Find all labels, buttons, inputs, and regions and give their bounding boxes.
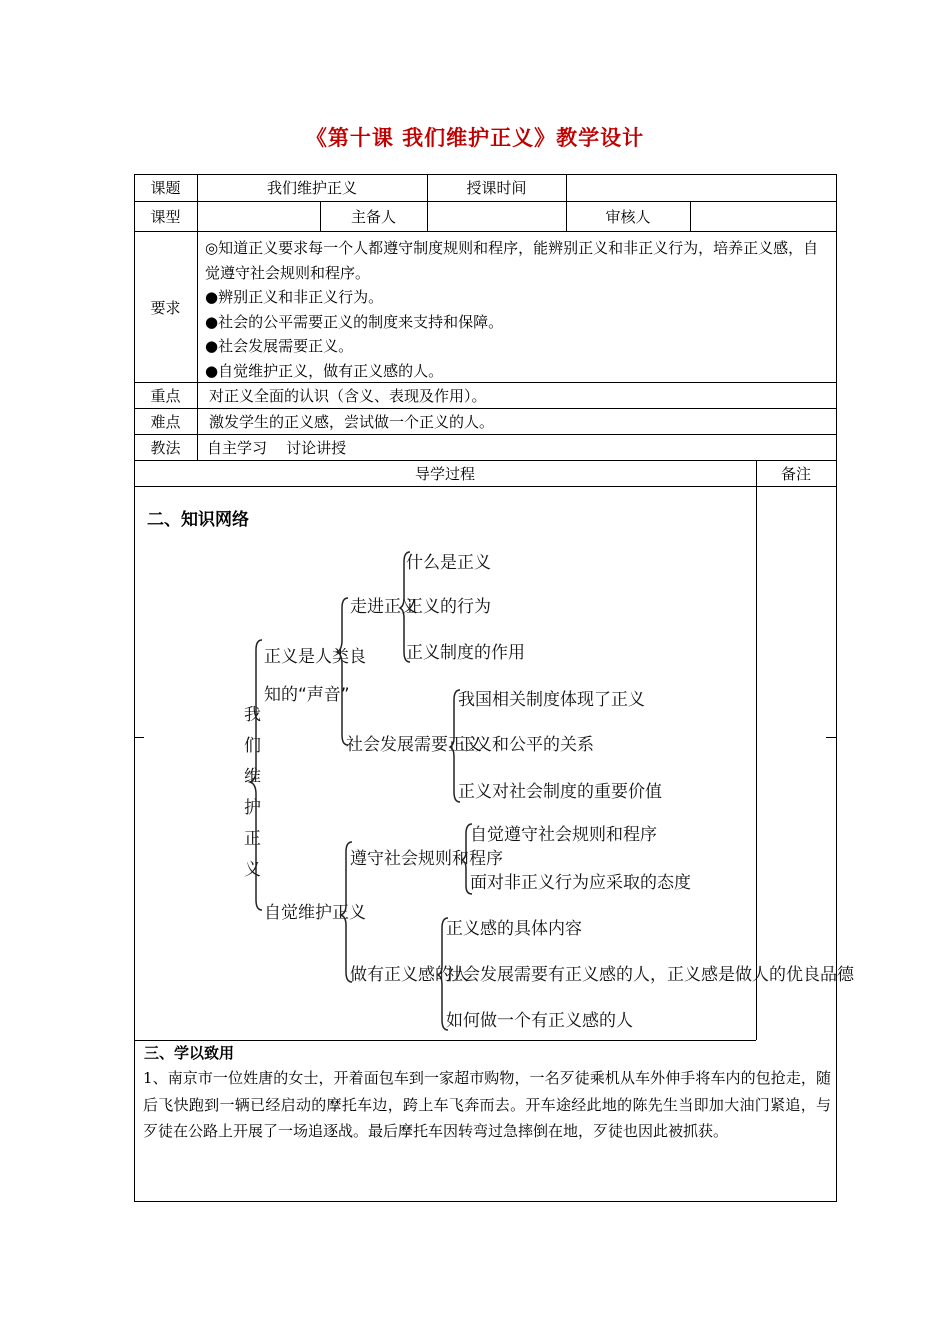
branch1-sub1-label: 走进正义 xyxy=(350,597,418,617)
map-root-char: 维 xyxy=(244,767,261,787)
document-title: 《第十课 我们维护正义》教学设计 xyxy=(305,126,645,150)
requirement-item: ◎知道正义要求每一个人都遵守制度规则和程序，能辨别正义和非正义行为，培养正义感，自觉遵守社会规则和程序。 xyxy=(205,239,819,282)
preparer-label: 主备人 xyxy=(350,208,396,226)
key-points-value: 对正义全面的认识（含义、表现及作用）。 xyxy=(209,387,487,405)
b1s2-item: 正义和公平的关系 xyxy=(458,735,594,755)
application-paragraph: 1、南京市一位姓唐的女士，开着面包车到一家超市购物，一名歹徒乘机从车外伸手将车内的包抢走，随后飞快跑到一辆已经启动的摩托车边，跨上车飞奔而去。开车途经此地的陈先生当即加大油门紧追，与歹徒在公路上开展了一场追逐战。最后摩托车因转弯过急摔倒在地，歹徒也因此被抓获。 xyxy=(143,1069,831,1140)
map-root-char: 正 xyxy=(244,829,261,849)
map-root-char: 义 xyxy=(244,860,261,880)
remarks-header: 备注 xyxy=(780,465,811,483)
reviewer-label: 审核人 xyxy=(605,208,651,226)
b1s2-item: 正义对社会制度的重要价值 xyxy=(458,782,662,802)
requirements-label: 要求 xyxy=(150,299,181,317)
b2s2-item: 社会发展需要有正义感的人，正义感是做人的优良品德 xyxy=(446,965,854,985)
branch1-label-line2: 知的“声音” xyxy=(264,685,350,705)
b2s2-item: 正义感的具体内容 xyxy=(446,919,582,939)
b2s1-item: 自觉遵守社会规则和程序 xyxy=(470,825,657,845)
brace-branch1 xyxy=(337,598,348,745)
application-heading: 三、学以致用 xyxy=(144,1044,235,1062)
branch2-label: 自觉维护正义 xyxy=(264,903,366,923)
map-root-char: 护 xyxy=(244,798,261,818)
b1s2-item: 我国相关制度体现了正义 xyxy=(458,690,645,710)
branch1-sub2-label: 社会发展需要正义 xyxy=(346,735,482,755)
branch1-label-line1: 正义是人类良 xyxy=(264,647,366,667)
requirement-item: ●社会发展需要正义。 xyxy=(205,337,354,356)
method-label: 教法 xyxy=(150,439,181,457)
key-points-label: 重点 xyxy=(150,387,181,405)
difficulty-label: 难点 xyxy=(150,413,181,431)
b1s1-item: 正义的行为 xyxy=(406,597,491,617)
map-root-char xyxy=(244,705,261,880)
map-root-char: 们 xyxy=(244,736,261,756)
difficulty-value: 激发学生的正义感，尝试做一个正义的人。 xyxy=(209,413,495,431)
method-value: 自主学习 讨论讲授 xyxy=(207,439,347,457)
subject-value: 我们维护正义 xyxy=(266,179,357,197)
requirement-item: ●辨别正义和非正义行为。 xyxy=(205,288,384,307)
branch2-sub1-label: 遵守社会规则和程序 xyxy=(350,849,503,869)
requirement-item: ●自觉维护正义，做有正义感的人。 xyxy=(205,361,444,380)
requirement-item: ●社会的公平需要正义的制度来支持和保障。 xyxy=(205,312,504,331)
type-label: 课型 xyxy=(150,208,181,226)
b2s1-item: 面对非正义行为应采取的态度 xyxy=(470,873,691,893)
subject-label: 课题 xyxy=(150,179,181,197)
branch2-sub2-label: 做有正义感的人 xyxy=(350,965,469,985)
b1s1-item: 什么是正义 xyxy=(406,553,491,573)
map-root-char: 我 xyxy=(244,705,261,725)
b2s2-item: 如何做一个有正义感的人 xyxy=(446,1011,633,1031)
knowledge-heading: 二、知识网络 xyxy=(147,510,249,530)
time-label: 授课时间 xyxy=(466,179,527,197)
process-header: 导学过程 xyxy=(414,465,475,483)
b1s1-item: 正义制度的作用 xyxy=(406,643,525,663)
